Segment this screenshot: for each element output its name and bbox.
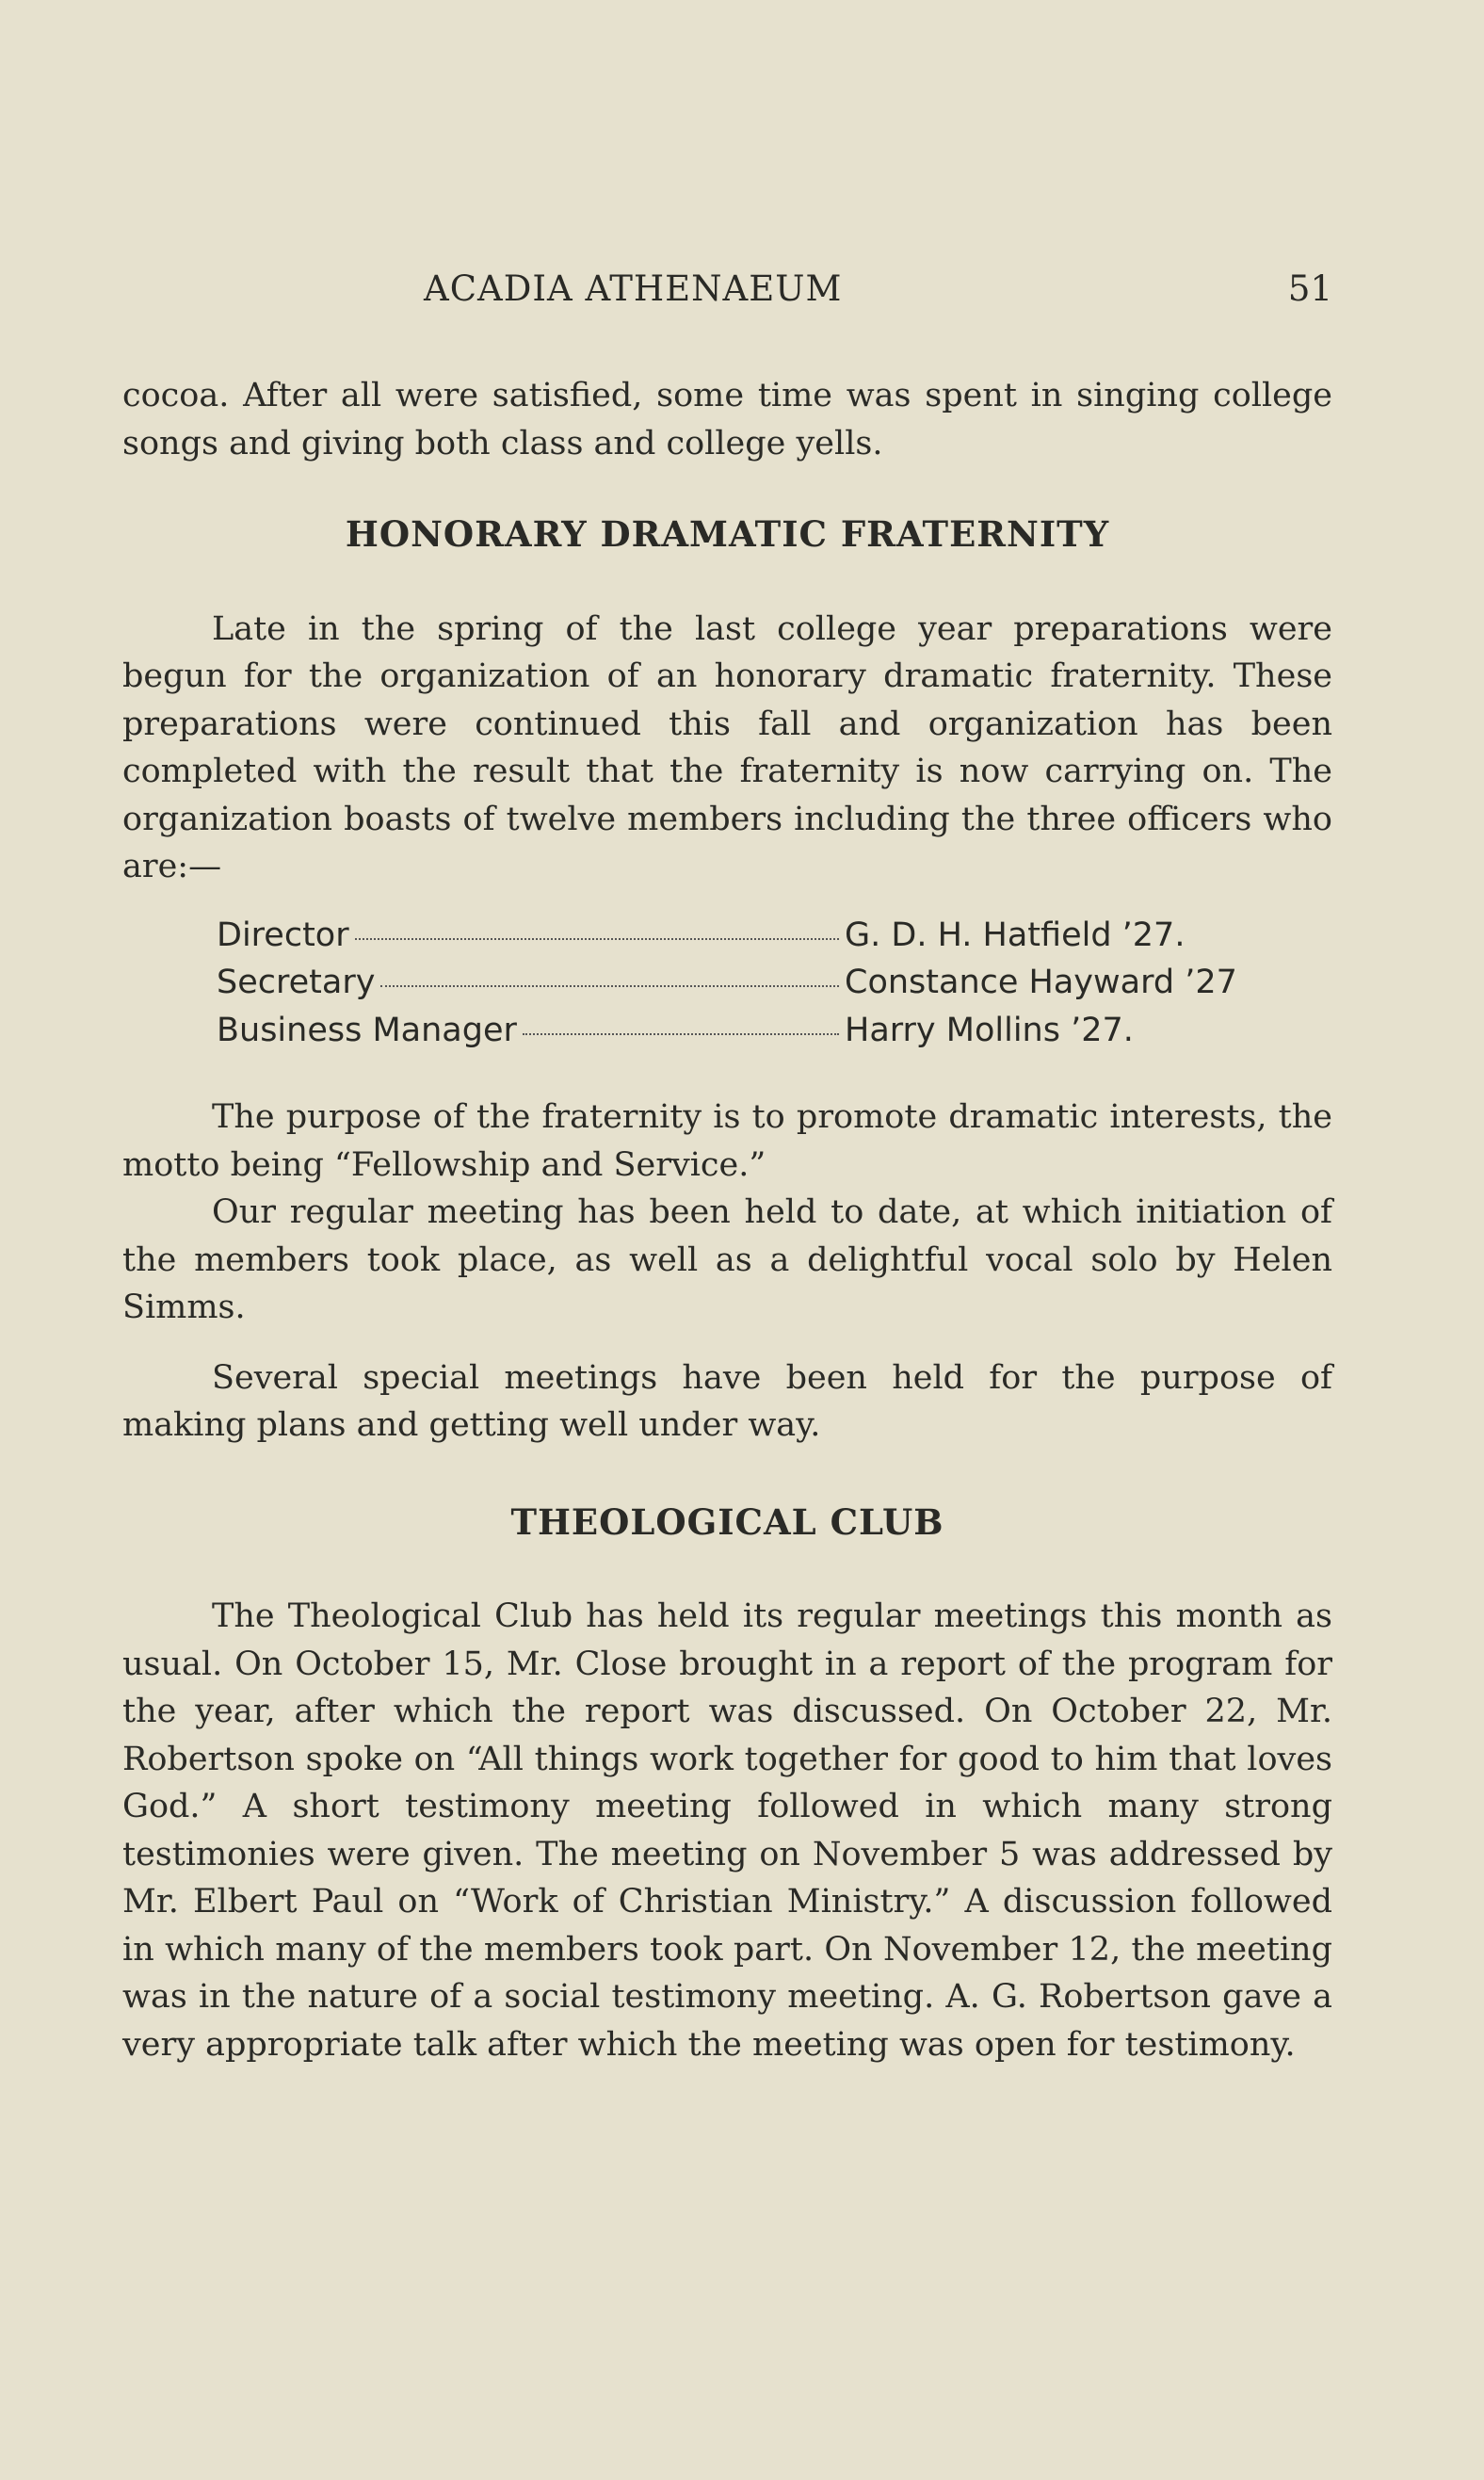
leader-dots (523, 1033, 839, 1035)
officer-role-cell (217, 912, 845, 960)
officers-list (122, 912, 1332, 1055)
running-header (122, 268, 1332, 325)
fraternity-paragraph-purpose: The purpose of the fraternity is to promote dramatic interests, the motto being “Fellowship and Service.” (122, 1098, 1332, 1184)
officer-role-cell (217, 1007, 845, 1055)
page-number: 51 (1287, 268, 1332, 309)
officer-role: Secretary (217, 964, 376, 1001)
officer-row (217, 912, 1332, 960)
officer-name: Constance Hayward ’27 (845, 964, 1237, 1001)
page-content (122, 372, 1332, 2068)
leader-dots (380, 985, 839, 987)
officer-name: Harry Mollins ’27. (845, 1011, 1134, 1049)
officer-role-cell (217, 959, 845, 1007)
fraternity-paragraph-special-meetings: Several special meetings have been held for the purpose of making plans and getting well under way. (122, 1358, 1332, 1444)
officer-role: Director (217, 916, 349, 954)
journal-title: ACADIA ATHENAEUM (424, 268, 843, 309)
officer-role: Business Manager (217, 1011, 517, 1049)
officer-name: G. D. H. Hatfield ’27. (845, 916, 1186, 954)
section-heading-theological-club: THEOLOGICAL CLUB (510, 1500, 944, 1543)
leader-dots (355, 938, 839, 940)
intro-paragraph: cocoa. After all were satisfied, some time was spent in singing college songs and giving both class and college yells. (122, 377, 1332, 462)
fraternity-paragraph-organization: Late in the spring of the last college year preparations were begun for the organization of an honorary dramatic fraternity. These preparations were continued this fall and organization has been completed with the result that the fraternity is now carrying on. The organization boasts of twelve members including the three officers who are:— (122, 609, 1332, 885)
officer-row (217, 1007, 1332, 1055)
officer-row (217, 959, 1332, 1007)
section-heading-dramatic-fraternity: HONORARY DRAMATIC FRATERNITY (345, 513, 1110, 555)
theological-club-paragraph: The Theological Club has held its regular meetings this month as usual. On October 15, Mr. Close brought in a report of the program for the year, after which the report was discussed. On October 22, Mr. Robertson spoke on “All things work together for good to him that loves God.” A short testimony meeting followed in which many strong testimonies were given. The meeting on November 5 was addressed by Mr. Elbert Paul on “Work of Christian Ministry.” A discussion followed in which many of the members took part. On November 12, the meeting was in the nature of a social testimony meeting. A. G. Robertson gave a very appropriate talk after which the meeting was open for testimony. (122, 1597, 1332, 2064)
fraternity-paragraph-meeting: Our regular meeting has been held to date, at which initiation of the members took place, as well as a delightful vocal solo by Helen Simms. (122, 1193, 1332, 1326)
